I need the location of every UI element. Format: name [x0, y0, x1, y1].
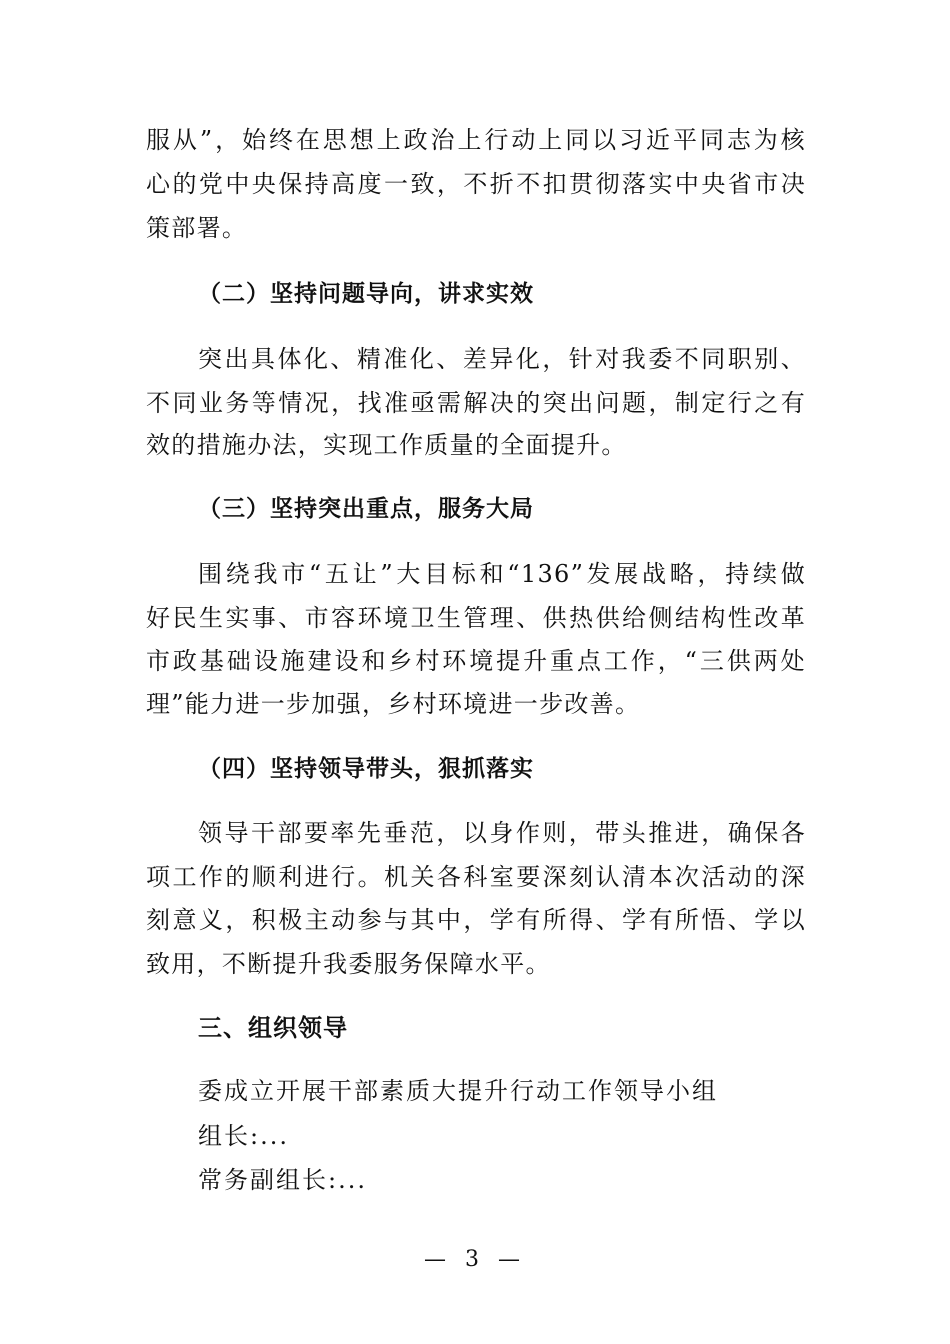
paragraph-line: 不同业务等情况，找准亟需解决的突出问题，制定行之有 [146, 389, 806, 417]
paragraph-line: 围绕我市“五让”大目标和“136”发展战略，持续做 [198, 560, 806, 588]
page-number: — 3 — [424, 1247, 526, 1272]
subsection-heading: （四）坚持领导带头，狠抓落实 [198, 756, 534, 782]
paragraph-line: 心的党中央保持高度一致，不折不扣贯彻落实中央省市决 [146, 170, 806, 198]
paragraph-line: 策部署。 [146, 214, 248, 242]
paragraph-line: 市政基础设施建设和乡村环境提升重点工作，“三供两处 [146, 647, 806, 675]
paragraph-line: 项工作的顺利进行。机关各科室要深刻认清本次活动的深 [146, 863, 806, 891]
section-heading: 三、组织领导 [198, 1014, 348, 1042]
paragraph-line: 效的措施办法，实现工作质量的全面提升。 [146, 431, 627, 459]
subsection-heading: （三）坚持突出重点，服务大局 [198, 496, 534, 522]
paragraph-line: 致用，不断提升我委服务保障水平。 [146, 950, 551, 978]
paragraph-line: 领导干部要率先垂范，以身作则，带头推进，确保各 [198, 819, 806, 847]
paragraph-line: 理”能力进一步加强，乡村环境进一步改善。 [146, 690, 641, 718]
paragraph-line: 服从”，始终在思想上政治上行动上同以习近平同志为核 [146, 126, 806, 154]
subsection-heading: （二）坚持问题导向，讲求实效 [198, 281, 534, 307]
paragraph-line: 组长:... [198, 1122, 289, 1150]
paragraph-line: 好民生实事、市容环境卫生管理、供热供给侧结构性改革 [146, 604, 806, 632]
paragraph-line: 刻意义，积极主动参与其中，学有所得、学有所悟、学以 [146, 906, 806, 934]
paragraph-line: 委成立开展干部素质大提升行动工作领导小组 [198, 1077, 718, 1105]
paragraph-line: 常务副组长:... [198, 1166, 367, 1194]
paragraph-line: 突出具体化、精准化、差异化，针对我委不同职别、 [198, 345, 806, 373]
